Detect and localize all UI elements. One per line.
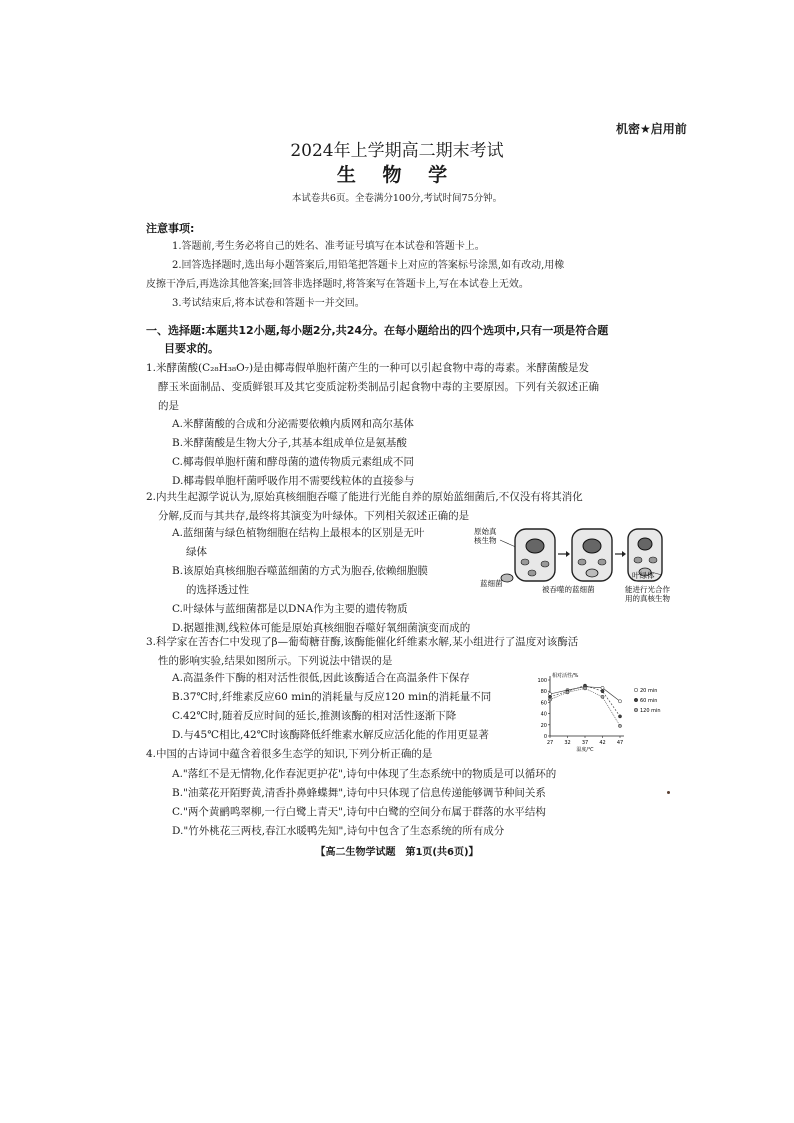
option-d: D.据题推测,线粒体可能是原始真核细胞吞噬好氧细菌演变而成的 [172,622,471,634]
legend-label: 60 min [640,698,658,704]
option-d: D."竹外桃花三两枝,春江水暖鸭先知",诗句中包含了生态系统的所有成分 [172,825,505,837]
data-point [618,700,621,703]
data-point [583,687,586,690]
question-1-stem [146,359,676,416]
option-c: C.椰毒假单胞杆菌和酵母菌的遗传物质元素组成不同 [172,456,414,468]
data-point [618,715,621,718]
option-a: A.蓝细菌与绿色植物细胞在结构上最根本的区别是无叶 [172,527,425,539]
notice-list [146,237,656,313]
label-eukaryote-1: 原始真 [474,527,497,536]
legend-label: 20 min [640,688,658,694]
x-tick-label: 42 [599,740,606,746]
label-chloroplast: 叶绿体 [632,571,655,580]
section-line: 目要求的。 [164,342,219,355]
x-tick-label: 32 [564,740,571,746]
exam-info: 本试卷共6页。全卷满分100分,考试时间75分钟。 [291,193,503,204]
legend-marker [634,688,638,692]
stem-line: 1.米酵菌酸(C₂₈H₃₈O₇)是由椰毒假单胞杆菌产生的一种可以引起食物中毒的毒素。米酵菌酸是发 [146,362,590,374]
option-b: B.37℃时,纤维素反应60 min的消耗量与反应120 min的消耗量不同 [172,691,492,703]
question-3-options [172,669,537,745]
label-photo-2: 用的真核生物 [625,594,670,603]
question-3-stem [146,633,676,671]
notice-item: 3.考试结束后,将本试卷和答题卡一并交回。 [172,298,365,309]
option-a: A."落红不是无情物,化作春泥更护花",诗句中体现了生态系统中的物质是可以循环的 [172,768,557,780]
nucleus-icon [526,539,544,553]
option-d: D.与45℃相比,42℃时该酶降低纤维素水解反应活化能的作用更显著 [172,729,489,741]
y-tick-label: 0 [543,734,547,740]
scan-speck [667,791,670,794]
notice-item: 皮擦干净后,再选涂其他答案;回答非选择题时,将答案写在答题卡上,写在本试卷上无效。 [146,279,529,290]
question-4-stem: 4.中国的古诗词中蕴含着很多生态学的知识,下列分析正确的是 [146,748,433,760]
legend-label: 120 min [640,708,661,714]
option-d: D.椰毒假单胞杆菌呼吸作用不需要线粒体的直接参与 [172,475,415,487]
data-point [548,698,551,701]
x-tick-label: 27 [546,740,554,746]
endosymbiosis-figure [470,524,680,606]
question-2-stem [146,488,676,526]
option-a: A.米酵菌酸的合成和分泌需要依赖内质网和高尔基体 [172,418,414,430]
cyanobacterium-icon [501,574,513,582]
subject-title: 生 物 学 [336,164,458,186]
option-a-cont: 绿体 [186,546,207,558]
label-engulfed: 被吞噬的蓝细菌 [542,585,595,594]
series-line [550,688,620,726]
notice-item: 1.答题前,考生务必将自己的姓名、准考证号填写在本试卷和答题卡上。 [172,241,485,252]
label-eukaryote-2: 核生物 [474,536,497,545]
option-c: C.42℃时,随着反应时间的延长,推测该酶的相对活性逐渐下降 [172,710,457,722]
question-1-options [172,415,672,491]
enzyme-activity-chart [530,670,680,752]
option-c: C.叶绿体与蓝细菌都是以DNA作为主要的遗传物质 [172,603,408,615]
y-axis-label: 相对活性/% [552,673,579,679]
confidential-mark: 机密★启用前 [616,122,687,136]
legend-marker [634,708,638,712]
stem-line: 的是 [158,400,179,412]
x-axis-label: 温度/℃ [576,747,594,752]
x-tick-label: 37 [581,740,589,746]
option-b: B.米酵菌酸是生物大分子,其基本组成单位是氨基酸 [172,437,407,449]
notice-title: 注意事项: [146,222,195,235]
stem-line: 3.科学家在苦杏仁中发现了β—葡萄糖苷酶,该酶能催化纤维素水解,某小组进行了温度对该酶活 [146,636,579,648]
option-a: A.高温条件下酶的相对活性很低,因此该酶适合在高温条件下保存 [172,672,470,684]
data-point [566,691,569,694]
option-b: B.该原始真核细胞吞噬蓝细菌的方式为胞吞,依赖细胞膜 [172,565,428,577]
option-c: C."两个黄鹂鸣翠柳,一行白鹭上青天",诗句中白鹭的空间分布属于群落的水平结构 [172,806,546,818]
page-footer: 【高二生物学试题 第1页(共6页)】 [315,847,479,858]
exam-title: 2024年上学期高二期末考试 [290,141,504,161]
stem-line: 性的影响实验,结果如图所示。下列说法中错误的是 [158,655,393,667]
stem-line: 2.内共生起源学说认为,原始真核细胞吞噬了能进行光能自养的原始蓝细菌后,不仅没有将其消化 [146,491,583,503]
y-tick-label: 40 [540,711,547,718]
data-point [601,695,604,698]
label-cyanobacteria: 蓝细菌 [480,579,503,588]
y-tick-label: 60 [540,700,547,707]
y-tick-label: 20 [540,722,547,729]
section-heading [146,322,676,358]
y-tick-label: 80 [540,689,547,696]
option-b-cont: 的选择透过性 [186,584,249,596]
notice-item: 2.回答选择题时,选出每小题答案后,用铅笔把答题卡上对应的答案标号涂黑,如有改动,用橡 [172,260,565,271]
stem-line: 分解,反而与其共存,最终将其演变为叶绿体。下列相关叙述正确的是 [158,510,470,522]
legend-marker [634,698,638,702]
stem-line: 酵玉米面制品、变质鲜银耳及其它变质淀粉类制品引起食物中毒的主要原因。下列有关叙述正确 [158,381,599,393]
label-photo-1: 能进行光合作 [625,585,670,594]
x-tick-label: 47 [616,740,624,746]
question-4-options [172,765,672,841]
y-tick-label: 100 [537,678,547,684]
data-point [601,686,604,689]
data-point [618,724,621,727]
option-b: B."油菜花开陌野黄,清香扑鼻蜂蝶舞",诗句中只体现了信息传递能够调节种间关系 [172,787,546,799]
data-point [601,690,604,693]
section-line: 一、选择题:本题共12小题,每小题2分,共24分。在每小题给出的四个选项中,只有一项是符合题 [146,324,609,337]
